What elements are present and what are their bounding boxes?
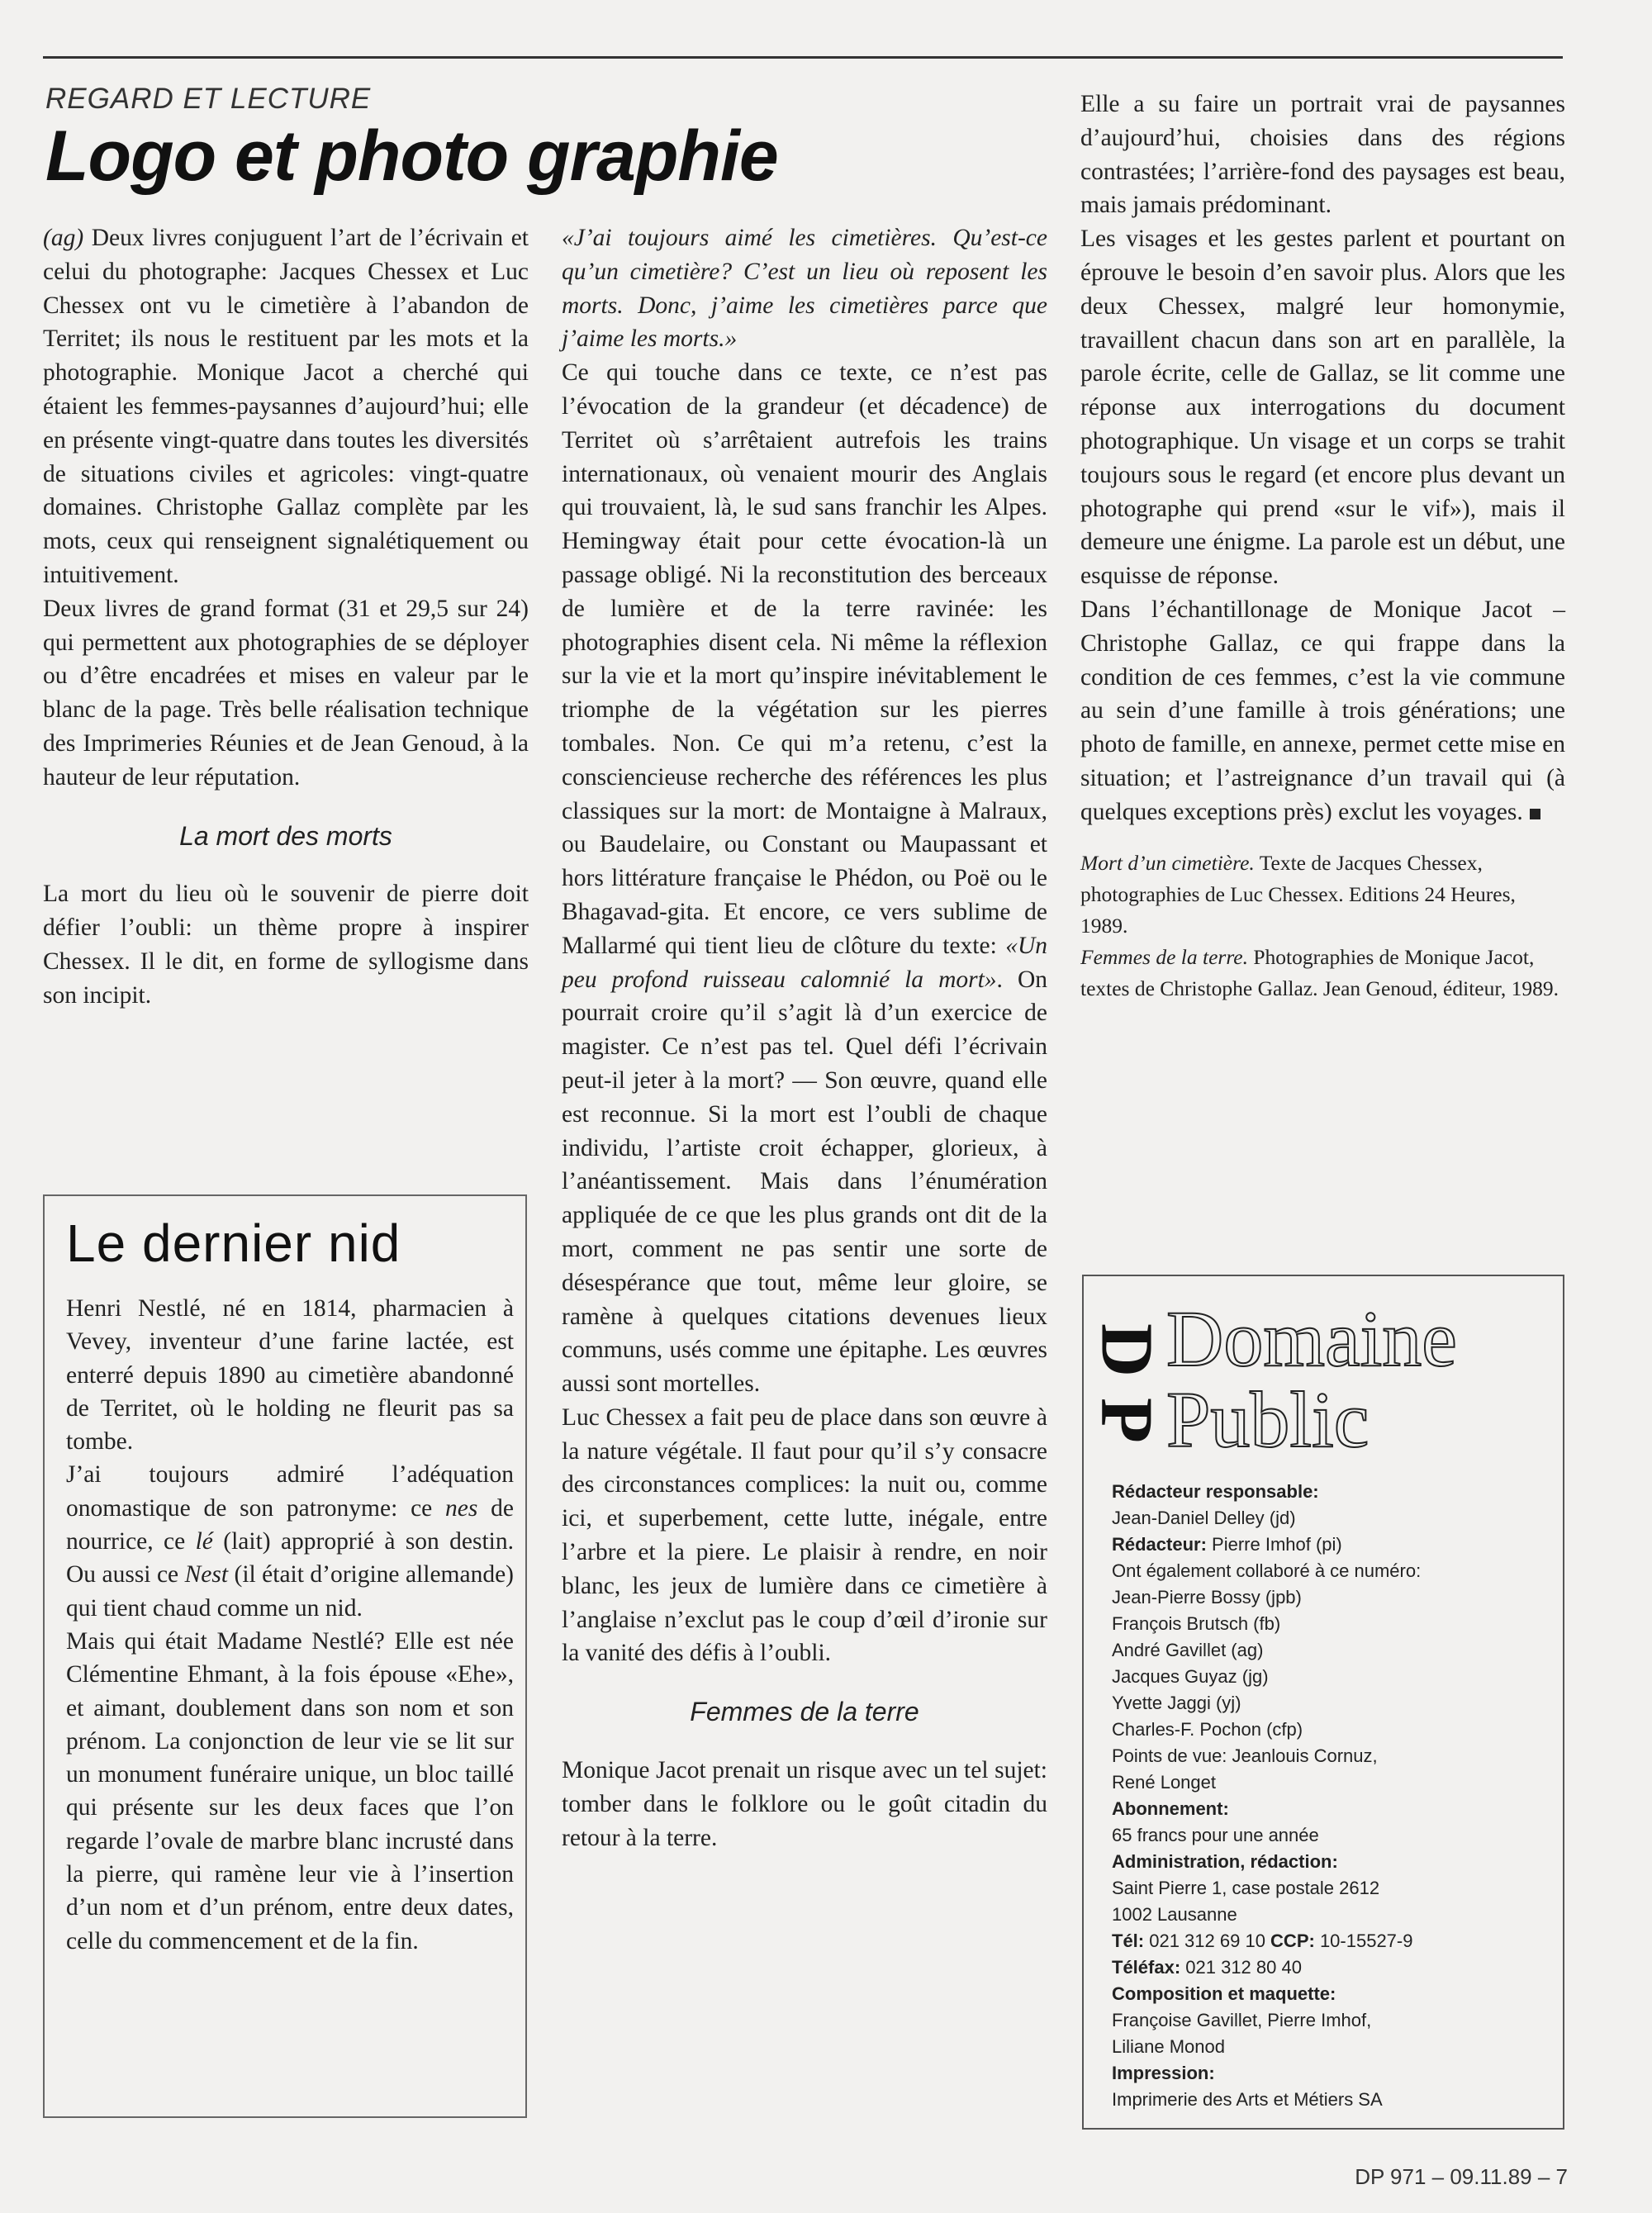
masthead-line: Tél: 021 312 69 10 CCP: 10-15527-9	[1112, 1930, 1413, 1951]
masthead-line: Charles-F. Pochon (cfp)	[1112, 1719, 1303, 1740]
column-3	[1080, 88, 1565, 1004]
logo-letter-p: P	[1085, 1398, 1168, 1443]
book-references	[1080, 848, 1565, 1004]
masthead-line: Jacques Guyaz (jg)	[1112, 1666, 1269, 1687]
domaine-public-logo	[1085, 1294, 1552, 1464]
logo-word-domaine: Domaine	[1166, 1294, 1457, 1383]
sidebar-box	[43, 1194, 527, 2118]
masthead-line: Rédacteur: Pierre Imhof (pi)	[1112, 1534, 1342, 1555]
section-kicker: REGARD ET LECTURE	[45, 83, 372, 115]
col1-paragraph-1: (ag) Deux livres conjuguent l’art de l’écrivain et celui du photographe: Jacques Chessex et Luc Chessex ont vu le cimetière à l’abandon de Territet; ils nous le restituent par les mots et la photographie. Monique Jacot a cherché qui étaient les femmes-paysannes d’aujourd’hui; elle en présente vingt-quatre dans toutes les diversités de situations civiles et agricoles: vingt-quatre domaines. Christophe Gallaz complète par les mots, ceux qui renseignent signalétiquement ou intuitivement.	[43, 225, 529, 588]
col2-paragraph-3: Monique Jacot prenait un risque avec un tel sujet: tomber dans le folklore ou le goût citadin du retour à la terre.	[562, 1757, 1047, 1851]
masthead-line: Téléfax: 021 312 80 40	[1112, 1957, 1302, 1978]
sidebar-text	[66, 1292, 514, 1958]
author-initials: (ag)	[43, 225, 84, 251]
col3-paragraph-2: Les visages et les gestes parlent et pourtant on éprouve le besoin d’en savoir plus. Alors que les deux Chessex, malgré leur homonymie, travaillent chacun dans son art en parallèle, la parole écrite, celle de Gallaz, se lit comme une réponse aux interrogations du document photographique. Un visage et un corps se trahit toujours sous le regard (et encore plus devant un photographe qui prend «sur le vif»), mais il demeure une énigme. La parole est un début, une esquisse de réponse.	[1080, 226, 1565, 590]
masthead-credits	[1112, 1479, 1421, 2113]
col3-paragraph-3: Dans l’échantillonage de Monique Jacot – Christophe Gallaz, ce qui frappe dans la condition de ces femmes, c’est la vie commune au sein d’une famille à trois générations; une photo de famille, en annexe, permet cette mise en situation; et l’astreignance d’un travail qui (à quelques exceptions près) exclut les voyages.	[1080, 596, 1565, 825]
masthead-line: Ont également collaboré à ce numéro:	[1112, 1560, 1422, 1581]
masthead-line: Imprimerie des Arts et Métiers SA	[1112, 2089, 1383, 2110]
reference-2: Femmes de la terre. Photographies de Monique Jacot, textes de Christophe Gallaz. Jean Genoud, éditeur, 1989.	[1080, 944, 1559, 1000]
masthead-line: Points de vue: Jeanlouis Cornuz,	[1112, 1745, 1378, 1766]
column-2	[562, 221, 1047, 1854]
sidebar-paragraph-1: Henri Nestlé, né en 1814, pharmacien à Vevey, inventeur d’une farine lactée, est enterré depuis 1890 au cimetière abandonné de Territet, où le holding ne fleurit pas sa tombe.	[66, 1295, 514, 1456]
masthead-line: 1002 Lausanne	[1112, 1904, 1237, 1925]
sidebar-paragraph-3: Mais qui était Madame Nestlé? Elle est née Clémentine Ehmant, à la fois épouse «Ehe», et aimant, doublement dans son nom et son prénom. La conjonction de leur vie se lit sur un monument funéraire unique, un bloc taillé qui présente sur les deux faces que l’on regarde l’ovale de marbre blanc incrusté dans la pierre, qui ramène leur vie à l’insertion d’un nom et d’un prénom, entre deux dates, celle du commencement et de la fin.	[66, 1627, 514, 1954]
masthead-line: Composition et maquette:	[1112, 1983, 1336, 2004]
subheading-femmes-de-la-terre: Femmes de la terre	[690, 1697, 919, 1727]
column-1	[43, 221, 529, 1013]
masthead-line: Rédacteur responsable:	[1112, 1481, 1319, 1502]
page-folio: DP 971 – 09.11.89 – 7	[1355, 2164, 1568, 2189]
col2-paragraph-1: Ce qui touche dans ce texte, ce n’est pas l’évocation de la grandeur (et décadence) de Territet où s’arrêtaient autrefois les trains internationaux, où venaient mourir des Anglais qui trouvaient, là, le sud sans franchir les Alpes. Hemingway était pour cette évocation-là un passage obligé. Ni la reconstitution des berceaux de lumière et de la terre ravinée: les photographies disent cela. Ni même la réflexion sur la vie et la mort qu’inspire inévitablement le triomphe de la végétation sur les pierres tombales. Non. Ce qui m’a retenu, c’est la consciencieuse recherche des références les plus classiques sur la mort: de Montaigne à Malraux, ou Baudelaire, ou Constant ou Maupassant et hors littérature française le Phédon, ou Poë ou le Bhagavad-gita. Et encore, ce vers sublime de Mallarmé qui tient lieu de clôture du texte: «Un peu profond ruisseau calomnié la mort». On pourrait croire qu’il s’agit là d’un exercice de magister. Ce n’est pas tel. Quel défi l’écrivain peut-il jeter à la mort? — Son œuvre, quand elle est reconnue. Si la mort est l’oubli de chaque individu, l’artiste croit échapper, glorieux, à l’anéantissement. Mais dans l’énumération appliquée de ce que les plus grands ont dit de la mort, comment ne pas sentir une sorte de désespérance que tout, même leur gloire, se ramène à quelques citations devenues lieux communs, usés comme une épitaphe. Les œuvres aussi sont mortelles.	[562, 359, 1047, 1398]
masthead-line: Jean-Daniel Delley (jd)	[1112, 1508, 1296, 1528]
masthead-box	[1082, 1275, 1564, 2130]
masthead-line: Saint Pierre 1, case postale 2612	[1112, 1878, 1380, 1898]
col3-paragraph-1: Elle a su faire un portrait vrai de paysannes d’aujourd’hui, choisies dans des régions contrastées; l’arrière-fond des paysages est beau, mais jamais prédominant.	[1080, 91, 1565, 219]
masthead-line: Liliane Monod	[1112, 2036, 1225, 2057]
col2-quote: «J’ai toujours aimé les cimetières. Qu’est-ce qu’un cimetière? C’est un lieu où reposent les morts. Donc, j’aime les cimetières parce que j’aime les morts.»	[562, 225, 1047, 353]
end-mark-icon	[1530, 809, 1540, 819]
logo-letter-d: D	[1085, 1323, 1168, 1377]
masthead-line: Abonnement:	[1112, 1798, 1229, 1819]
masthead-line: Impression:	[1112, 2063, 1215, 2083]
subheading-la-mort-des-morts: La mort des morts	[179, 820, 392, 851]
masthead-line: André Gavillet (ag)	[1112, 1640, 1264, 1660]
masthead-line: René Longet	[1112, 1772, 1216, 1793]
logo-word-public: Public	[1166, 1375, 1370, 1464]
col2-paragraph-2: Luc Chessex a fait peu de place dans son œuvre à la nature végétale. Il faut pour qu’il s’y consacre des circonstances complices: la nuit ou, comme ici, et superbement, cette lutte, inégale, entre l’arbre et la piere. Le plaisir à rendre, en noir blanc, les jeux de lumière dans ce cimetière à l’anglaise n’exclut pas le coup d’œil d’ironie sur la vanité des défis à l’oubli.	[562, 1403, 1047, 1667]
masthead-line: Jean-Pierre Bossy (jpb)	[1112, 1587, 1302, 1608]
reference-1: Mort d’un cimetière. Texte de Jacques Chessex, photographies de Luc Chessex. Editions 24 Heures, 1989.	[1080, 850, 1516, 938]
masthead-line: 65 francs pour une année	[1112, 1825, 1319, 1845]
sidebar-paragraph-2: J’ai toujours admiré l’adéquation onomastique de son patronyme: ce nes de nourrice, ce lé (lait) approprié à son destin. Ou aussi ce Nest (il était d’origine allemande) qui tient chaud comme un nid.	[66, 1461, 515, 1622]
masthead-line: Françoise Gavillet, Pierre Imhof,	[1112, 2010, 1372, 2030]
article-headline: Logo et photo graphie	[45, 116, 778, 196]
dp-logo-letters	[1085, 1299, 1168, 1460]
top-rule	[43, 56, 1563, 59]
col1-paragraph-2: Deux livres de grand format (31 et 29,5 sur 24) qui permettent aux photographies de se déployer ou d’être encadrées et mises en valeur par le blanc de la page. Très belle réalisation technique des Imprimeries Réunies et de Jean Genoud, à la hauteur de leur réputation.	[43, 595, 529, 791]
masthead-line: Yvette Jaggi (yj)	[1112, 1693, 1241, 1713]
masthead-line: François Brutsch (fb)	[1112, 1613, 1281, 1634]
masthead-line: Administration, rédaction:	[1112, 1851, 1338, 1872]
col1-paragraph-3: La mort du lieu où le souvenir de pierre doit défier l’oubli: un thème propre à inspirer Chessex. Il le dit, en forme de syllogisme dans son incipit.	[43, 881, 529, 1009]
sidebar-title: Le dernier nid	[66, 1213, 401, 1273]
